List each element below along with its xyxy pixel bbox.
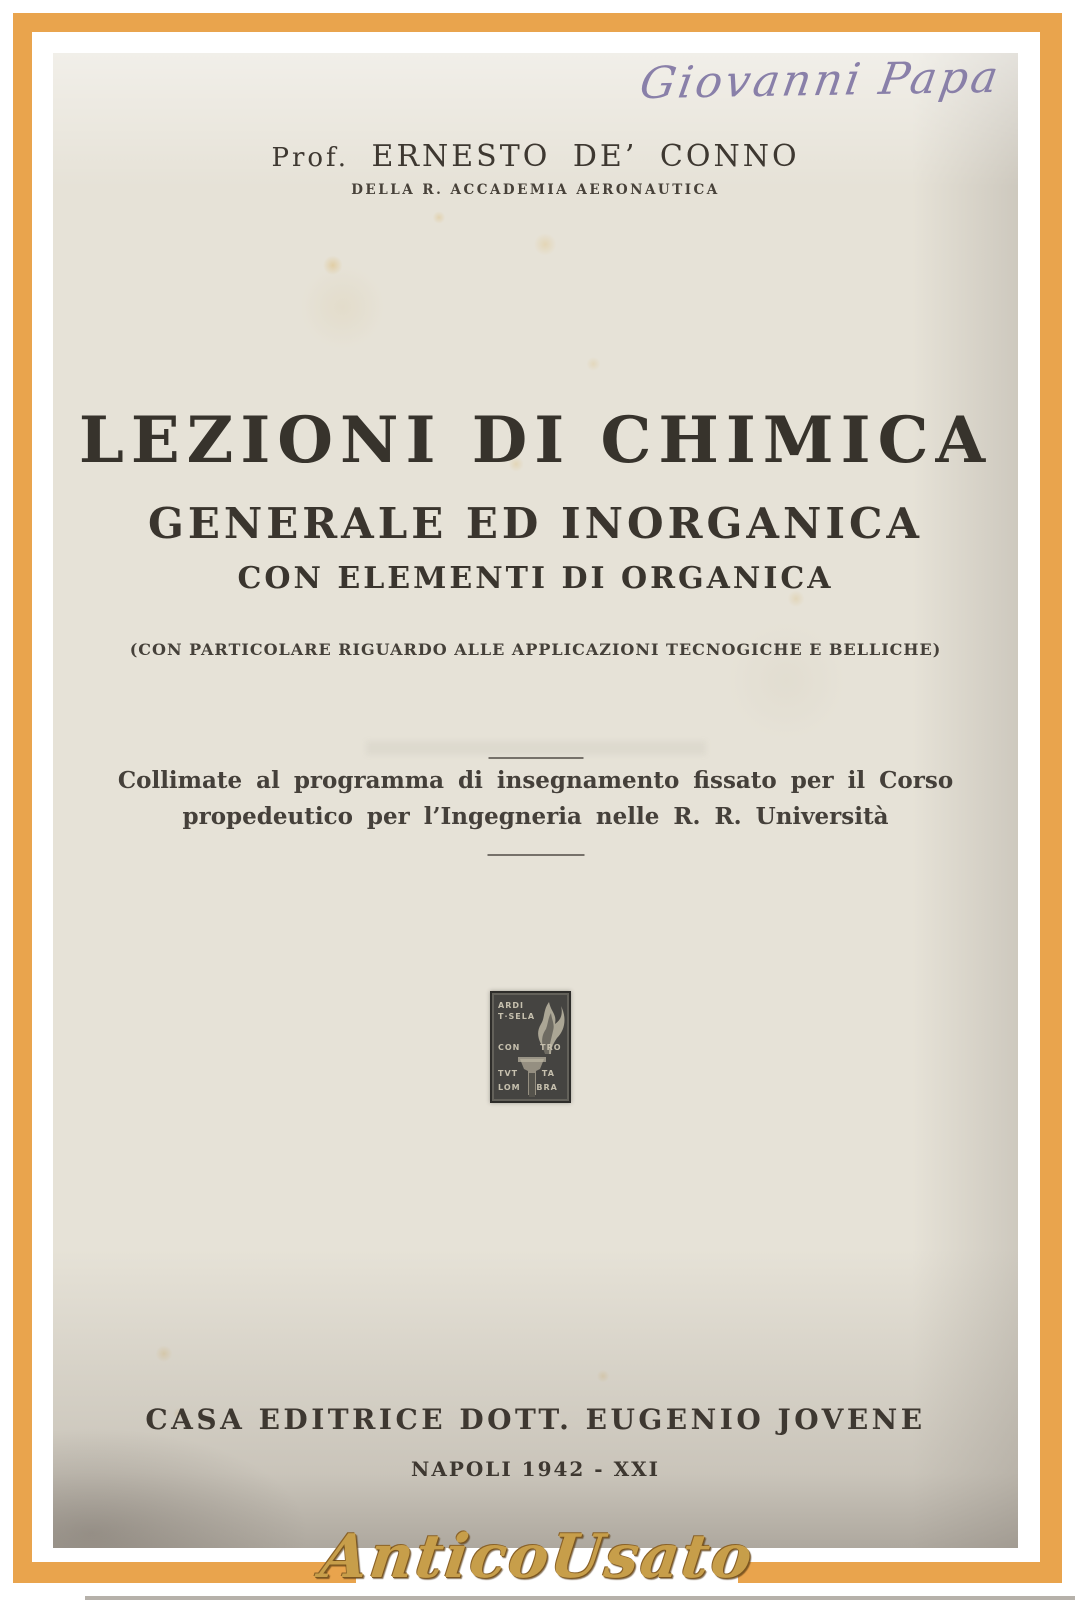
dedication-line-2: propedeutico per l’Ingegneria nelle R. R. Università: [182, 803, 889, 830]
stamp-motto-line: LOM BRA: [498, 1083, 558, 1092]
author-name: ERNESTO DE’ CONNO: [371, 139, 800, 174]
book-title: LEZIONI DI CHIMICA: [78, 403, 993, 478]
seller-watermark-logo: AnticoUsato: [317, 1522, 758, 1592]
orange-border-frame: [13, 13, 1062, 1583]
stamp-motto-line: CON TRO: [498, 1043, 562, 1052]
author-prefix: Prof.: [271, 143, 349, 173]
publisher-name: CASA EDITRICE DOTT. EUGENIO JOVENE: [145, 1403, 926, 1436]
stamp-motto-line: ARDI: [498, 1001, 524, 1010]
dedication-line-1: Collimate al programma di insegnamento fissato per il Corso: [117, 767, 954, 794]
edition-note: (CON PARTICOLARE RIGUARDO ALLE APPLICAZIONI TECNOGICHE E BELLICHE): [129, 640, 942, 659]
owner-signature: Giovanni Papa: [636, 51, 1005, 110]
stamp-motto-line: T·SELA: [498, 1012, 536, 1021]
author-affiliation: DELLA R. ACCADEMIA AERONAUTICA: [351, 182, 720, 198]
book-subtitle-2: CON ELEMENTI DI ORGANICA: [237, 561, 834, 596]
publisher-place-year: NAPOLI 1942 - XXI: [411, 1457, 660, 1481]
photo-edge-strip: [85, 1596, 1075, 1600]
stamp-motto-line: TVT TA: [498, 1069, 555, 1078]
book-subtitle-1: GENERALE ED INORGANICA: [147, 499, 924, 548]
